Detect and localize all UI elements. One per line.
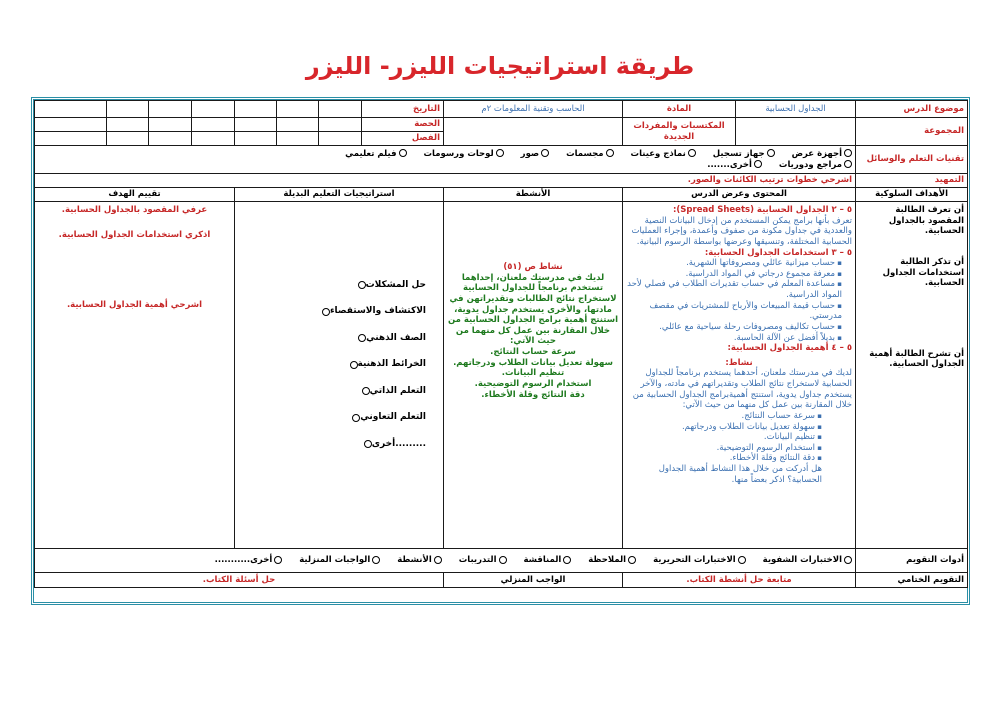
page-title: طريقة استراتيجيات الليزر- الليزر xyxy=(305,52,695,80)
date-cell-2 xyxy=(277,101,319,118)
radio-circle-icon xyxy=(844,160,852,168)
list-item: ▪ حساب قيمة المبيعات والأرباح للمشتريات في مقصف مدرستي. xyxy=(626,301,842,322)
homework-label: الواجب المنزلي xyxy=(444,573,623,588)
col-header-strategies: استراتيجيات التعليم البديلة xyxy=(235,188,444,202)
intro-text: اشرحي خطوات ترتيب الكائنات والصور. xyxy=(35,174,856,188)
strategy-option[interactable]: التعلم التعاوني xyxy=(352,405,440,432)
tech-option[interactable]: مراجع ودوريات xyxy=(779,160,852,171)
tech-option[interactable]: نماذج وعينات xyxy=(631,149,696,160)
content-activity-label: نشاط: xyxy=(725,357,753,368)
skills-label: المكتسبات والمفردات الجديدة xyxy=(623,118,736,146)
evaluation-option[interactable]: التدريبات xyxy=(459,555,507,566)
radio-circle-icon xyxy=(322,308,330,316)
list-item: ▪ مساعدة المعلم في حساب تقديرات الطلاب في فصلي لأحد المواد الدراسية. xyxy=(626,279,842,300)
strategy-option[interactable]: أخرى......... xyxy=(364,431,440,458)
date-cell-6 xyxy=(107,101,149,118)
uses-list xyxy=(626,258,852,343)
points-list xyxy=(626,411,852,464)
radio-circle-icon xyxy=(606,149,614,157)
radio-circle-icon xyxy=(350,361,358,369)
intro-label: التمهيد xyxy=(856,174,968,188)
radio-circle-icon xyxy=(563,556,571,564)
activity-point: استخدام الرسوم التوضيحية. xyxy=(474,378,592,389)
radio-circle-icon xyxy=(496,149,504,157)
class-cell-2 xyxy=(277,132,319,146)
evaluation-option[interactable]: المناقشة xyxy=(523,555,571,566)
list-item: ▪ استخدام الرسوم التوضيحية. xyxy=(626,443,822,454)
assessment-1: عرفي المقصود بالجداول الحسابية. xyxy=(61,205,208,215)
objective-3: أن تشرح الطالبة أهمية الجداول الحسابية. xyxy=(869,348,965,370)
evaluation-tools-options xyxy=(35,549,856,573)
activity-point: تنظيم البيانات. xyxy=(501,368,565,379)
radio-circle-icon xyxy=(767,149,775,157)
radio-circle-icon xyxy=(362,387,370,395)
strategy-option[interactable]: الاكتشاف والاستقصاء xyxy=(322,299,440,326)
content-cell xyxy=(623,202,856,549)
activity-point: سرعة حساب النتائج. xyxy=(490,347,576,357)
assessment-cell xyxy=(35,202,235,549)
period-cell-6 xyxy=(107,118,149,132)
list-item: ▪ بديلاً أفضل عن الآلة الحاسبة. xyxy=(626,333,842,344)
group-label: المجموعة xyxy=(856,118,968,146)
radio-circle-icon xyxy=(754,160,762,168)
period-cell-5 xyxy=(149,118,192,132)
objective-1: أن تعرف الطالبة المقصود بالجداول الحسابية. xyxy=(888,205,965,237)
period-cell-3 xyxy=(235,118,277,132)
content-heading-1: ٥ – ٢ الجداول الحسابية (Spread Sheets): xyxy=(673,205,853,215)
col-header-objectives: الأهداف السلوكية xyxy=(856,188,968,202)
evaluation-option[interactable]: الواجبات المنزلية xyxy=(299,555,380,566)
evaluation-option[interactable]: الاختبارات الشفوية xyxy=(763,555,852,566)
radio-circle-icon xyxy=(352,414,360,422)
list-item: ▪ معرفة مجموع درجاتي في المواد الدراسية. xyxy=(626,269,842,280)
content-para-1: تعرف بأنها برامج يمكن المستخدم من إدخال البيانات النصية والعددية في جداول مكونة من صفوف وأعمدة، وإجراء العمليات الحسابية المختلفة، وتنسيقها وعرضها بواسطة الرسوم البيانية. xyxy=(631,215,853,247)
period-cell-1 xyxy=(319,118,362,132)
radio-circle-icon xyxy=(844,149,852,157)
radio-circle-icon xyxy=(434,556,442,564)
content-heading-2: ٥ – ٣ استخدامات الجداول الحسابية: xyxy=(704,247,853,258)
class-label: الفصل xyxy=(362,132,444,146)
period-cell-7 xyxy=(35,118,107,132)
evaluation-option[interactable]: الأنشطة xyxy=(397,555,442,566)
content-activity-text: لديك في مدرستك ملعنان، أحدهما يستخدم برنامجاً للجداول الحسابية لاستخراج نتائج الطلاب وتقديراتهم في مادته، والآخر يستخدم جداول يدوية، استنتج أهميةبرامج الجداول الحسابية من خلال المقارنة بين عمل كل منهما من حيث الآتي: xyxy=(632,368,853,411)
activities-text: لديك في مدرستك ملعنان، إحداهما تستخدم برنامجاً للجداول الحسابية لاستخراج نتائج الطالبات وتقديراتهن في مادتها، والأخرى يستخدم جداول يدوية، استنتج أهمية برامج الجداول الحسابية من خلال المقارنة بين عمل كل منهما من حيث الآتي: xyxy=(447,272,619,347)
group-value xyxy=(736,118,856,146)
evaluation-option[interactable]: أخرى........... xyxy=(215,555,283,566)
evaluation-option[interactable]: الملاحظة xyxy=(588,555,636,566)
date-label: التاريخ xyxy=(362,101,444,118)
class-cell-3 xyxy=(235,132,277,146)
activity-point: دقة النتائج وقلة الأخطاء. xyxy=(481,389,585,400)
list-item: ▪ دقة النتائج وقلة الأخطاء. xyxy=(626,453,822,464)
col-header-activities: الأنشطة xyxy=(444,188,623,202)
tech-option[interactable]: جهاز تسجيل xyxy=(713,149,775,160)
objective-2: أن تذكر الطالبة استخدامات الجداول الحسابية. xyxy=(882,256,965,289)
strategy-option[interactable]: التعلم الذاتي xyxy=(362,378,440,405)
list-item: ▪ حساب ميزانية عائلي ومصروفاتها الشهرية. xyxy=(626,258,842,269)
lesson-plan-table xyxy=(34,100,968,588)
tech-option[interactable]: أخرى....... xyxy=(707,160,762,171)
period-cell-2 xyxy=(277,118,319,132)
radio-circle-icon xyxy=(274,556,282,564)
final-evaluation-value: متابعة حل أنشطة الكتاب. xyxy=(623,573,856,588)
homework-value: حل أسئلة الكتاب. xyxy=(35,573,444,588)
class-cell-5 xyxy=(149,132,192,146)
radio-circle-icon xyxy=(358,334,366,342)
period-label: الحصة xyxy=(362,118,444,132)
tech-option[interactable]: مجسمات xyxy=(566,149,613,160)
radio-circle-icon xyxy=(372,556,380,564)
list-item: ▪ سهولة تعديل بيانات الطلاب ودرجاتهم. xyxy=(626,422,822,433)
radio-circle-icon xyxy=(541,149,549,157)
tech-option[interactable]: صور xyxy=(521,149,549,160)
final-evaluation-label: التقويم الختامي xyxy=(856,573,968,588)
list-item: ▪ تنظيم البيانات. xyxy=(626,432,822,443)
radio-circle-icon xyxy=(499,556,507,564)
date-cell-3 xyxy=(235,101,277,118)
date-cell-1 xyxy=(319,101,362,118)
col-header-assessment: تقييم الهدف xyxy=(35,188,235,202)
strategies-cell xyxy=(235,202,444,549)
tech-option[interactable]: أجهزة عرض xyxy=(792,149,852,160)
date-cell-5 xyxy=(149,101,192,118)
evaluation-option[interactable]: الاختبارات التحريرية xyxy=(653,555,746,566)
lesson-topic-label: موضوع الدرس xyxy=(856,101,968,118)
class-cell-1 xyxy=(319,132,362,146)
subject-value: الحاسب وتقنية المعلومات ٢م xyxy=(444,101,623,118)
subject-label: المادة xyxy=(623,101,736,118)
strategy-option[interactable]: الخرائط الذهنية xyxy=(350,352,441,379)
list-item: ▪ سرعة حساب النتائج. xyxy=(626,411,822,422)
content-heading-3: ٥ – ٤ أهمية الجداول الحسابية: xyxy=(727,343,853,354)
evaluation-tools-label: أدوات التقويم xyxy=(856,549,968,573)
activity-point: سهولة تعديل بيانات الطلاب ودرجاتهم. xyxy=(453,357,613,368)
radio-circle-icon xyxy=(628,556,636,564)
tech-option[interactable]: لوحات ورسومات xyxy=(424,149,504,160)
tech-option[interactable]: فيلم تعليمي xyxy=(345,149,406,160)
period-cell-4 xyxy=(192,118,235,132)
radio-circle-icon xyxy=(364,440,372,448)
content-closing: هل أدركت من خلال هذا النشاط أهمية الجداول الحسابية؟ اذكر بعضاً منها. xyxy=(658,464,823,485)
list-item: ▪ حساب تكاليف ومصروفات رحلة سياحية مع عائلي. xyxy=(626,322,842,333)
skills-value xyxy=(444,118,623,146)
radio-circle-icon xyxy=(358,281,366,289)
class-cell-6 xyxy=(107,132,149,146)
date-cell-7 xyxy=(35,101,107,118)
strategy-option[interactable]: حل المشكلات xyxy=(358,272,440,299)
class-cell-4 xyxy=(192,132,235,146)
radio-circle-icon xyxy=(738,556,746,564)
radio-circle-icon xyxy=(399,149,407,157)
strategy-option[interactable]: الصف الذهني xyxy=(358,325,440,352)
assessment-2: اذكري استخدامات الجداول الحسابية. xyxy=(58,229,211,240)
lesson-topic-value: الجداول الحسابية xyxy=(736,101,856,118)
date-cell-4 xyxy=(192,101,235,118)
tech-options xyxy=(35,146,856,174)
radio-circle-icon xyxy=(688,149,696,157)
tech-label: تقنيات التعلم والوسائل xyxy=(856,146,968,174)
class-cell-7 xyxy=(35,132,107,146)
col-header-content: المحتوى وعرض الدرس xyxy=(623,188,856,202)
objectives-cell xyxy=(856,202,968,549)
activities-title: نشاط ص (٥١) xyxy=(503,262,563,272)
activities-cell xyxy=(444,202,623,549)
assessment-3: اشرحي أهمية الجداول الحسابية. xyxy=(66,300,203,311)
radio-circle-icon xyxy=(844,556,852,564)
